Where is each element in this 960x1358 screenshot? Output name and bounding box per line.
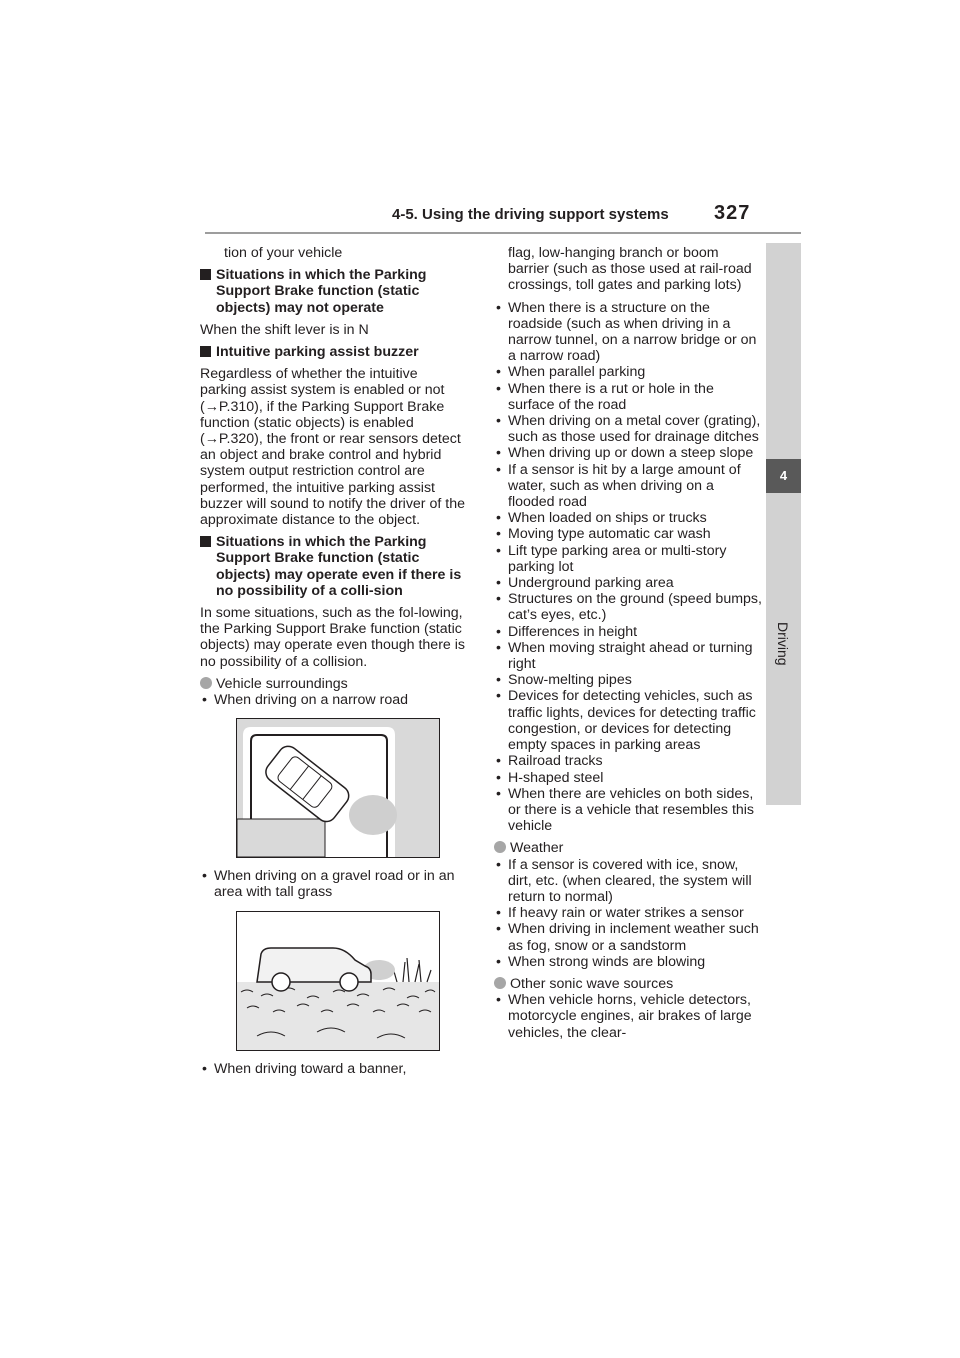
square-bullet-icon xyxy=(200,269,211,280)
list-item: • If heavy rain or water strikes a sensor xyxy=(494,905,762,921)
category-text: Vehicle surroundings xyxy=(216,675,348,692)
list-item: • Underground parking area xyxy=(494,575,762,591)
circle-bullet-icon xyxy=(494,977,506,989)
heading-text: Intuitive parking assist buzzer xyxy=(216,344,419,361)
paragraph: Regardless of whether the intuitive parking assist system is enabled or not (→P.310), if the Parking Support Brake function (static objects) is enabled (→P.320), the front or rear sensors detect an object and brake control and hybrid system output restriction control are performed, the intuitive parking assist buzzer will sound to notify the driver of the approximate distance to the object. xyxy=(200,366,465,529)
list-item: • When loaded on ships or trucks xyxy=(494,510,762,526)
chapter-label: Driving xyxy=(775,622,791,666)
heading-buzzer xyxy=(200,344,468,360)
circle-bullet-icon xyxy=(200,677,212,689)
narrow-road-illustration xyxy=(237,719,439,857)
bullet-list xyxy=(200,868,468,900)
list-item: • Moving type automatic car wash xyxy=(494,526,762,542)
bullet-list-weather xyxy=(494,857,762,970)
square-bullet-icon xyxy=(200,346,211,357)
list-item: • When driving toward a banner, xyxy=(200,1061,468,1077)
list-item: • Lift type parking area or multi-story parking lot xyxy=(494,543,762,575)
right-column xyxy=(494,245,762,1041)
list-item: • When driving on a narrow road xyxy=(200,692,468,708)
heading-text: Situations in which the Parking Support Brake function (static objects) may operate even if there is no possibility of a colli-sion xyxy=(216,534,462,599)
list-item: • When driving on a metal cover (grating), such as those used for drainage ditches xyxy=(494,413,762,445)
square-bullet-icon xyxy=(200,536,211,547)
list-item: • When parallel parking xyxy=(494,364,762,380)
list-item: • Differences in height xyxy=(494,624,762,640)
heading-text: Situations in which the Parking Support Brake function (static objects) may not operate xyxy=(216,267,427,316)
category-sonic-sources xyxy=(494,976,762,992)
continuation-text: tion of your vehicle xyxy=(224,245,343,261)
list-item: • If a sensor is hit by a large amount of water, such as when driving on a flooded road xyxy=(494,462,762,511)
list-item: • When driving in inclement weather such as fog, snow or a sandstorm xyxy=(494,921,762,953)
list-item: • When strong winds are blowing xyxy=(494,954,762,970)
gravel-road-illustration xyxy=(237,912,439,1050)
category-weather xyxy=(494,840,762,856)
list-item: • When driving on a gravel road or in an area with tall grass xyxy=(200,868,468,900)
bullet-list-surroundings xyxy=(494,300,762,835)
figure-narrow-road xyxy=(236,718,440,858)
list-item: • H-shaped steel xyxy=(494,770,762,786)
category-vehicle-surroundings xyxy=(200,676,468,692)
heading-not-operate xyxy=(200,267,468,316)
list-item: • When vehicle horns, vehicle detectors, motorcycle engines, air brakes of large vehicles, the clear- xyxy=(494,992,762,1041)
figure-gravel-road xyxy=(236,911,440,1051)
category-text: Weather xyxy=(510,840,564,857)
list-item: • When there is a rut or hole in the surface of the road xyxy=(494,381,762,413)
list-item: • Railroad tracks xyxy=(494,753,762,769)
page-number: 327 xyxy=(714,202,751,224)
list-item: • Snow-melting pipes xyxy=(494,672,762,688)
section-title: 4-5. Using the driving support systems xyxy=(392,206,669,223)
list-item: • Devices for detecting vehicles, such as traffic lights, devices for detecting traffic congestion, or devices for detecting empty spaces in parking areas xyxy=(494,688,762,753)
bullet-list-sonic xyxy=(494,992,762,1041)
list-item: • Structures on the ground (speed bumps, cat’s eyes, etc.) xyxy=(494,591,762,623)
category-text: Other sonic wave sources xyxy=(510,975,674,992)
bullet-list xyxy=(200,1061,468,1077)
paragraph: In some situations, such as the fol-lowing, the Parking Support Brake function (static objects) may operate even though there is no possibility of a collision. xyxy=(200,605,465,670)
header-rule xyxy=(205,232,801,234)
list-item: • When driving up or down a steep slope xyxy=(494,445,762,461)
left-column xyxy=(200,245,468,1077)
list-item: • If a sensor is covered with ice, snow, dirt, etc. (when cleared, the system will return to normal) xyxy=(494,857,762,906)
chapter-side-tab xyxy=(766,243,801,805)
paragraph: When the shift lever is in N xyxy=(200,321,369,338)
list-item: • When there are vehicles on both sides, or there is a vehicle that resembles this vehicle xyxy=(494,786,762,835)
chapter-number: 4 xyxy=(766,459,801,493)
bullet-list xyxy=(200,692,468,708)
list-item: • When moving straight ahead or turning right xyxy=(494,640,762,672)
heading-may-operate xyxy=(200,534,468,599)
circle-bullet-icon xyxy=(494,841,506,853)
list-item: • When there is a structure on the roadside (such as when driving in a narrow tunnel, on a narrow bridge or on a narrow road) xyxy=(494,300,762,365)
continuation-bullet-text: flag, low-hanging branch or boom barrier (such as those used at rail-road crossings, toll gates and parking lots) xyxy=(508,245,752,294)
